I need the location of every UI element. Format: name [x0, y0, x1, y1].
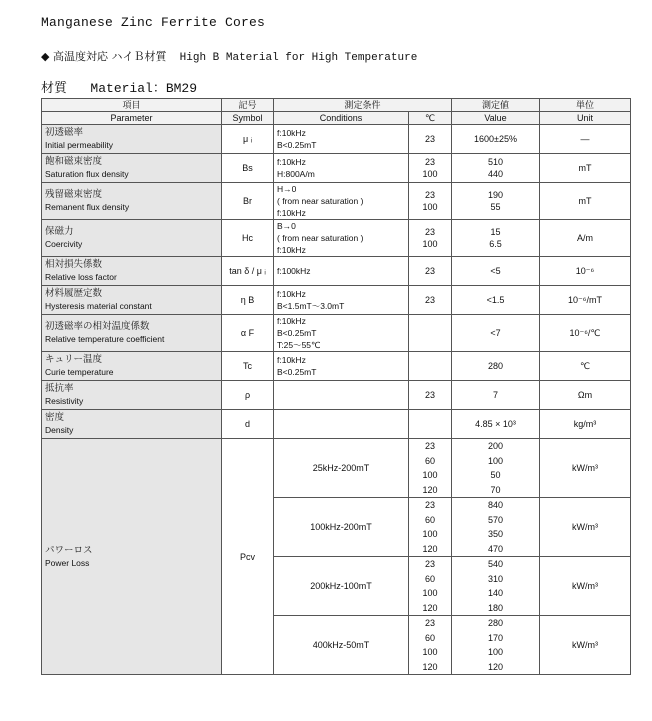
spec-table [41, 98, 631, 675]
temperature-value: 23 [425, 266, 436, 276]
measured-value: 120 [488, 661, 504, 672]
spec-table-body [42, 125, 631, 675]
temperature-value: 100 [422, 169, 438, 179]
conditions-cell [274, 410, 409, 439]
conditions-cell [274, 286, 409, 315]
temperature-value: 60 [425, 632, 436, 643]
temperature-value: 23 [425, 559, 436, 569]
value-cell [452, 257, 540, 286]
condition-line: f:10kHz [277, 245, 306, 255]
symbol-cell: Bs [222, 154, 274, 183]
temperature-value: 100 [422, 529, 438, 539]
table-row [42, 352, 631, 381]
power-loss-values [452, 557, 540, 616]
symbol-cell-power-loss: Pcv [222, 439, 274, 675]
param-name-en: Resistivity [45, 396, 84, 406]
param-name-en: Hysteresis material constant [45, 301, 152, 311]
header-unit-jp: 単位 [540, 99, 631, 112]
table-row [42, 125, 631, 154]
temperature-cell [409, 154, 452, 183]
param-cell [42, 352, 222, 381]
measured-value: <1.5 [486, 295, 505, 305]
measured-value: 190 [488, 190, 504, 200]
param-name-en: Density [45, 425, 74, 435]
subtitle-en: High B Material for High Temperature [179, 52, 418, 64]
value-cell [452, 381, 540, 410]
measured-value: 1600±25% [474, 134, 517, 144]
param-name-jp: キュリー温度 [45, 354, 103, 365]
power-loss-values [452, 498, 540, 557]
param-name-jp: 相対損失係数 [45, 259, 103, 270]
temperature-value: 120 [422, 661, 438, 672]
header-unit-en: Unit [540, 112, 631, 125]
param-name-jp: 保磁力 [45, 226, 74, 237]
param-name-jp: 抵抗率 [45, 383, 74, 394]
temperature-value: 23 [425, 134, 436, 144]
condition-line: f:10kHz [277, 128, 306, 138]
material-label-en: Material：BM29 [90, 81, 198, 96]
condition-line: H:800A/m [277, 169, 315, 179]
material-label-jp: 材質 [41, 81, 68, 96]
power-loss-temperatures [409, 498, 452, 557]
param-name-jp: 初透磁率 [45, 127, 84, 138]
temperature-value: 23 [425, 157, 436, 167]
power-loss-condition: 25kHz-200mT [274, 439, 409, 498]
header-symbol-en: Symbol [222, 112, 274, 125]
power-loss-values [452, 439, 540, 498]
measured-value: 170 [488, 632, 504, 643]
temperature-value: 23 [425, 500, 436, 510]
measured-value: 200 [488, 441, 504, 451]
table-row [42, 410, 631, 439]
temperature-value: 23 [425, 390, 436, 400]
param-name-en: Saturation flux density [45, 169, 129, 179]
temperature-value: 23 [425, 190, 436, 200]
measured-value: 280 [488, 618, 504, 628]
temperature-value: 60 [425, 573, 436, 584]
unit-cell: 10⁻⁶/mT [540, 286, 631, 315]
param-cell [42, 220, 222, 257]
param-name-en: Power Loss [45, 557, 90, 568]
measured-value: 180 [488, 602, 504, 613]
param-cell [42, 154, 222, 183]
condition-line: ( from near saturation ) [277, 196, 364, 206]
symbol-cell: Hc [222, 220, 274, 257]
power-loss-condition: 200kHz-100mT [274, 557, 409, 616]
temperature-cell [409, 183, 452, 220]
measured-value: 540 [488, 559, 504, 569]
table-row [42, 381, 631, 410]
param-name-jp: 飽和磁束密度 [45, 156, 103, 167]
param-cell-power-loss [42, 439, 222, 675]
temperature-value: 100 [422, 239, 438, 249]
measured-value: 140 [488, 588, 504, 598]
value-cell [452, 286, 540, 315]
unit-cell: kg/m³ [540, 410, 631, 439]
measured-value: 470 [488, 543, 504, 554]
temperature-cell [409, 315, 452, 352]
power-loss-temperatures [409, 439, 452, 498]
param-name-en: Relative loss factor [45, 272, 117, 282]
param-name-en: Relative temperature coefficient [45, 334, 165, 344]
temperature-cell [409, 286, 452, 315]
header-param-jp: 項目 [42, 99, 222, 112]
condition-line: f:10kHz [277, 289, 306, 299]
power-loss-unit: kW/m³ [540, 498, 631, 557]
condition-line: f:10kHz [277, 157, 306, 167]
measured-value: 70 [490, 484, 501, 495]
temperature-value: 100 [422, 470, 438, 480]
conditions-cell [274, 352, 409, 381]
condition-line: B<0.25mT [277, 140, 317, 150]
condition-line: B<0.25mT [277, 328, 317, 338]
measured-value: 7 [493, 390, 499, 400]
value-cell [452, 125, 540, 154]
param-name-en: Coercivity [45, 239, 83, 249]
temperature-cell [409, 125, 452, 154]
measured-value: 15 [490, 227, 501, 237]
measured-value: 570 [488, 514, 504, 525]
power-loss-temperatures [409, 616, 452, 675]
measured-value: 280 [488, 361, 504, 371]
param-cell [42, 381, 222, 410]
temperature-cell [409, 220, 452, 257]
temperature-value: 100 [422, 647, 438, 657]
temperature-value: 23 [425, 618, 436, 628]
temperature-value: 23 [425, 295, 436, 305]
temperature-cell [409, 381, 452, 410]
measured-value: 50 [490, 470, 501, 480]
power-loss-unit: kW/m³ [540, 557, 631, 616]
power-loss-unit: kW/m³ [540, 616, 631, 675]
measured-value: 840 [488, 500, 504, 510]
measured-value: 350 [488, 529, 504, 539]
value-cell [452, 154, 540, 183]
param-name-jp: 残留磁束密度 [45, 189, 103, 200]
power-loss-values [452, 616, 540, 675]
conditions-cell [274, 381, 409, 410]
table-row [42, 257, 631, 286]
header-cond-jp: 測定条件 [274, 99, 452, 112]
subtitle-jp: ◆ 高温度対応 ハイＢ材質 [41, 50, 167, 63]
conditions-cell [274, 220, 409, 257]
measured-value: 100 [488, 455, 504, 466]
document-title: Manganese Zinc Ferrite Cores [41, 15, 266, 30]
symbol-cell: μ ᵢ [222, 125, 274, 154]
temperature-cell [409, 410, 452, 439]
param-name-jp: 材料履歴定数 [45, 288, 103, 299]
temperature-cell [409, 352, 452, 381]
condition-line: H→0 [277, 184, 297, 194]
unit-cell: 10⁻⁶/℃ [540, 315, 631, 352]
value-cell [452, 220, 540, 257]
value-cell [452, 183, 540, 220]
condition-line: B→0 [277, 221, 296, 231]
param-cell [42, 410, 222, 439]
value-cell [452, 410, 540, 439]
power-loss-condition: 100kHz-200mT [274, 498, 409, 557]
condition-line: f:10kHz [277, 355, 306, 365]
unit-cell: mT [540, 154, 631, 183]
header-value-jp: 測定値 [452, 99, 540, 112]
param-name-en: Initial permeability [45, 140, 114, 150]
condition-line: f:100kHz [277, 266, 311, 276]
unit-cell: ― [540, 125, 631, 154]
condition-line: T:25～55℃ [277, 340, 321, 350]
unit-cell: A/m [540, 220, 631, 257]
condition-line: f:10kHz [277, 316, 306, 326]
param-cell [42, 125, 222, 154]
temperature-value: 100 [422, 588, 438, 598]
conditions-cell [274, 125, 409, 154]
param-name-jp: 初透磁率の相対温度係数 [45, 321, 150, 332]
table-row [42, 315, 631, 352]
measured-value: 4.85 × 10³ [475, 419, 516, 429]
header-temp-unit: ℃ [409, 112, 452, 125]
unit-cell: mT [540, 183, 631, 220]
measured-value: 440 [488, 169, 504, 179]
symbol-cell: α F [222, 315, 274, 352]
param-name-jp: 密度 [45, 412, 65, 423]
temperature-value: 60 [425, 514, 436, 525]
temperature-value: 23 [425, 227, 436, 237]
temperature-value: 120 [422, 602, 438, 613]
param-cell [42, 257, 222, 286]
unit-cell: ℃ [540, 352, 631, 381]
value-cell [452, 315, 540, 352]
material-line [41, 77, 197, 96]
table-row [42, 286, 631, 315]
measured-value: <7 [490, 328, 501, 338]
header-param-en: Parameter [42, 112, 222, 125]
subtitle [41, 48, 417, 64]
table-row [42, 183, 631, 220]
param-cell [42, 315, 222, 352]
param-name-en: Curie temperature [45, 367, 114, 377]
conditions-cell [274, 183, 409, 220]
measured-value: 310 [488, 573, 504, 584]
power-loss-unit: kW/m³ [540, 439, 631, 498]
table-row [42, 154, 631, 183]
condition-line: B<0.25mT [277, 367, 317, 377]
condition-line: B<1.5mT～3.0mT [277, 301, 345, 311]
header-cond-en: Conditions [274, 112, 409, 125]
power-loss-row [42, 439, 631, 498]
param-cell [42, 286, 222, 315]
symbol-cell: Br [222, 183, 274, 220]
power-loss-condition: 400kHz-50mT [274, 616, 409, 675]
header-value-en: Value [452, 112, 540, 125]
symbol-cell: tan δ / μ ᵢ [222, 257, 274, 286]
temperature-value: 120 [422, 484, 438, 495]
conditions-cell [274, 257, 409, 286]
measured-value: 100 [488, 647, 504, 657]
temperature-value: 120 [422, 543, 438, 554]
param-name-en: Remanent flux density [45, 202, 130, 212]
conditions-cell [274, 154, 409, 183]
measured-value: 6.5 [489, 239, 502, 249]
symbol-cell: η B [222, 286, 274, 315]
symbol-cell: ρ [222, 381, 274, 410]
temperature-value: 60 [425, 455, 436, 466]
value-cell [452, 352, 540, 381]
symbol-cell: Tc [222, 352, 274, 381]
measured-value: 55 [490, 202, 501, 212]
unit-cell: Ωm [540, 381, 631, 410]
measured-value: <5 [490, 266, 501, 276]
temperature-value: 23 [425, 441, 436, 451]
table-row [42, 220, 631, 257]
condition-line: f:10kHz [277, 208, 306, 218]
spec-table-header [42, 99, 631, 125]
param-cell [42, 183, 222, 220]
symbol-cell: d [222, 410, 274, 439]
param-name-jp: パワーロス [45, 544, 93, 556]
measured-value: 510 [488, 157, 504, 167]
temperature-cell [409, 257, 452, 286]
condition-line: ( from near saturation ) [277, 233, 364, 243]
conditions-cell [274, 315, 409, 352]
header-symbol-jp: 記号 [222, 99, 274, 112]
power-loss-temperatures [409, 557, 452, 616]
temperature-value: 100 [422, 202, 438, 212]
unit-cell: 10⁻⁶ [540, 257, 631, 286]
